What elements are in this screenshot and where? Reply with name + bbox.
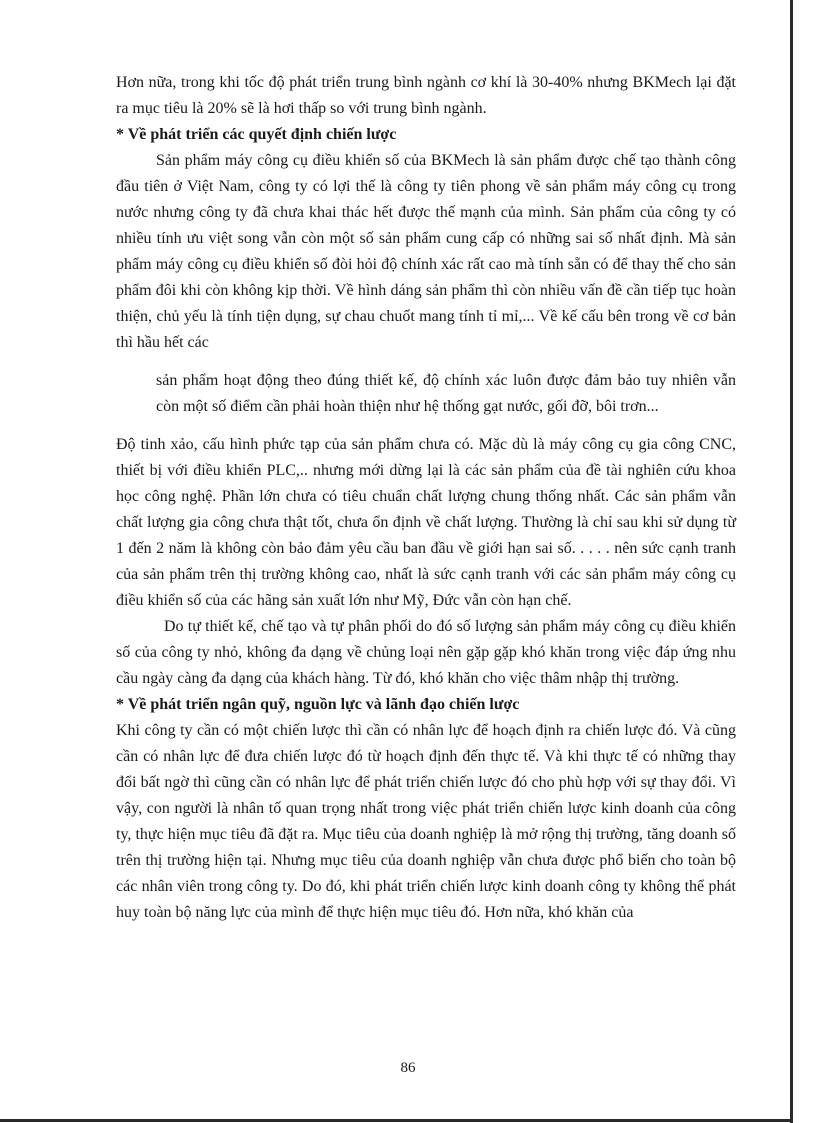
heading-resources-leadership: * Về phát triển ngân quỹ, nguồn lực và lãnh đạo chiến lược: [116, 696, 520, 713]
page-number: 86: [400, 1060, 416, 1076]
heading-strategic-decisions: * Về phát triển các quyết định chiến lược: [116, 126, 397, 143]
spacer: [116, 356, 736, 368]
paragraph-human-resources: Khi công ty cần có một chiến lược thì cần có nhân lực để hoạch định ra chiến lược đó. Và cũng cần có nhân lực để đưa chiến lược đó từ hoạch định đến thực tế. Và khi thực tế có những thay đổi bất ngờ thì cũng cần có nhân lực để phát triển chiến lược đó cho phù hợp với sự thay đổi. Vì vậy, con người là nhân tố quan trọng nhất trong việc phát triển chiến lược kinh doanh của công ty, thực hiện mục tiêu đã đặt ra. Mục tiêu của doanh nghiệp là mở rộng thị trường, tăng doanh số trên thị trường hiện tại. Nhưng mục tiêu của doanh nghiệp vẫn chưa được phổ biến cho toàn bộ các nhân viên trong công ty. Do đó, khi phát triển chiến lược kinh doanh công ty không thể phát huy toàn bộ năng lực của mình để thực hiện mục tiêu đó. Hơn nữa, khó khăn của: [116, 722, 736, 921]
document-body: [116, 70, 736, 926]
paragraph-design: sản phẩm hoạt động theo đúng thiết kế, độ chính xác luôn được đảm bảo tuy nhiên vẫn còn một số điểm cần phải hoàn thiện như hệ thống gạt nước, gối đỡ, bôi trơn...: [156, 372, 736, 415]
page-border-bottom: [0, 1119, 793, 1122]
page-border-right: [790, 0, 793, 1123]
paragraph-products: Sản phẩm máy công cụ điều khiển số của BKMech là sản phẩm được chế tạo thành công đầu tiên ở Việt Nam, công ty có lợi thế là công ty tiên phong về sản phẩm máy công cụ trong nước nhưng công ty đã chưa khai thác hết được thế mạnh của mình. Sản phẩm của công ty có nhiều tính ưu việt song vẫn còn một số sản phẩm cung cấp có những sai số nhất định. Mà sản phẩm máy công cụ điều khiển số đòi hỏi độ chính xác rất cao mà tính sẵn có để thay thế cho sản phẩm đôi khi còn không kịp thời. Về hình dáng sản phẩm thì còn nhiều vấn đề cần tiếp tục hoàn thiện, chủ yếu là tính tiện dụng, sự chau chuốt mang tính tỉ mỉ,... Về kế cấu bên trong về cơ bản thì hầu hết các: [116, 152, 736, 351]
spacer: [116, 420, 736, 432]
paragraph-growth-rate: Hơn nữa, trong khi tốc độ phát triển trung bình ngành cơ khí là 30-40% nhưng BKMech lại đặt ra mục tiêu là 20% sẽ là hơi thấp so với trung bình ngành.: [116, 74, 736, 117]
paragraph-quality: Độ tinh xảo, cấu hình phức tạp của sản phẩm chưa có. Mặc dù là máy công cụ gia công CNC, thiết bị với điều khiển PLC,.. nhưng mới dừng lại là các sản phẩm của đề tài nghiên cứu khoa học công nghệ. Phần lớn chưa có tiêu chuẩn chất lượng chung thống nhất. Các sản phẩm vẫn chất lượng gia công chưa thật tốt, chưa ổn định về chất lượng. Thường là chỉ sau khi sử dụng từ 1 đến 2 năm là không còn bảo đảm yêu cầu ban đầu về giới hạn sai số. . . . . nên sức cạnh tranh của sản phẩm trên thị trường không cao, nhất là sức cạnh tranh với các sản phẩm máy công cụ điều khiển số của các hãng sản xuất lớn như Mỹ, Đức vẫn còn hạn chế.: [116, 436, 736, 609]
paragraph-distribution: Do tự thiết kế, chế tạo và tự phân phối do đó số lượng sản phẩm máy công cụ điều khiển số của công ty nhỏ, không đa dạng về chủng loại nên gặp gặp khó khăn trong việc đáp ứng nhu cầu ngày càng đa dạng của khách hàng. Từ đó, khó khăn cho việc thâm nhập thị trường.: [116, 618, 736, 687]
